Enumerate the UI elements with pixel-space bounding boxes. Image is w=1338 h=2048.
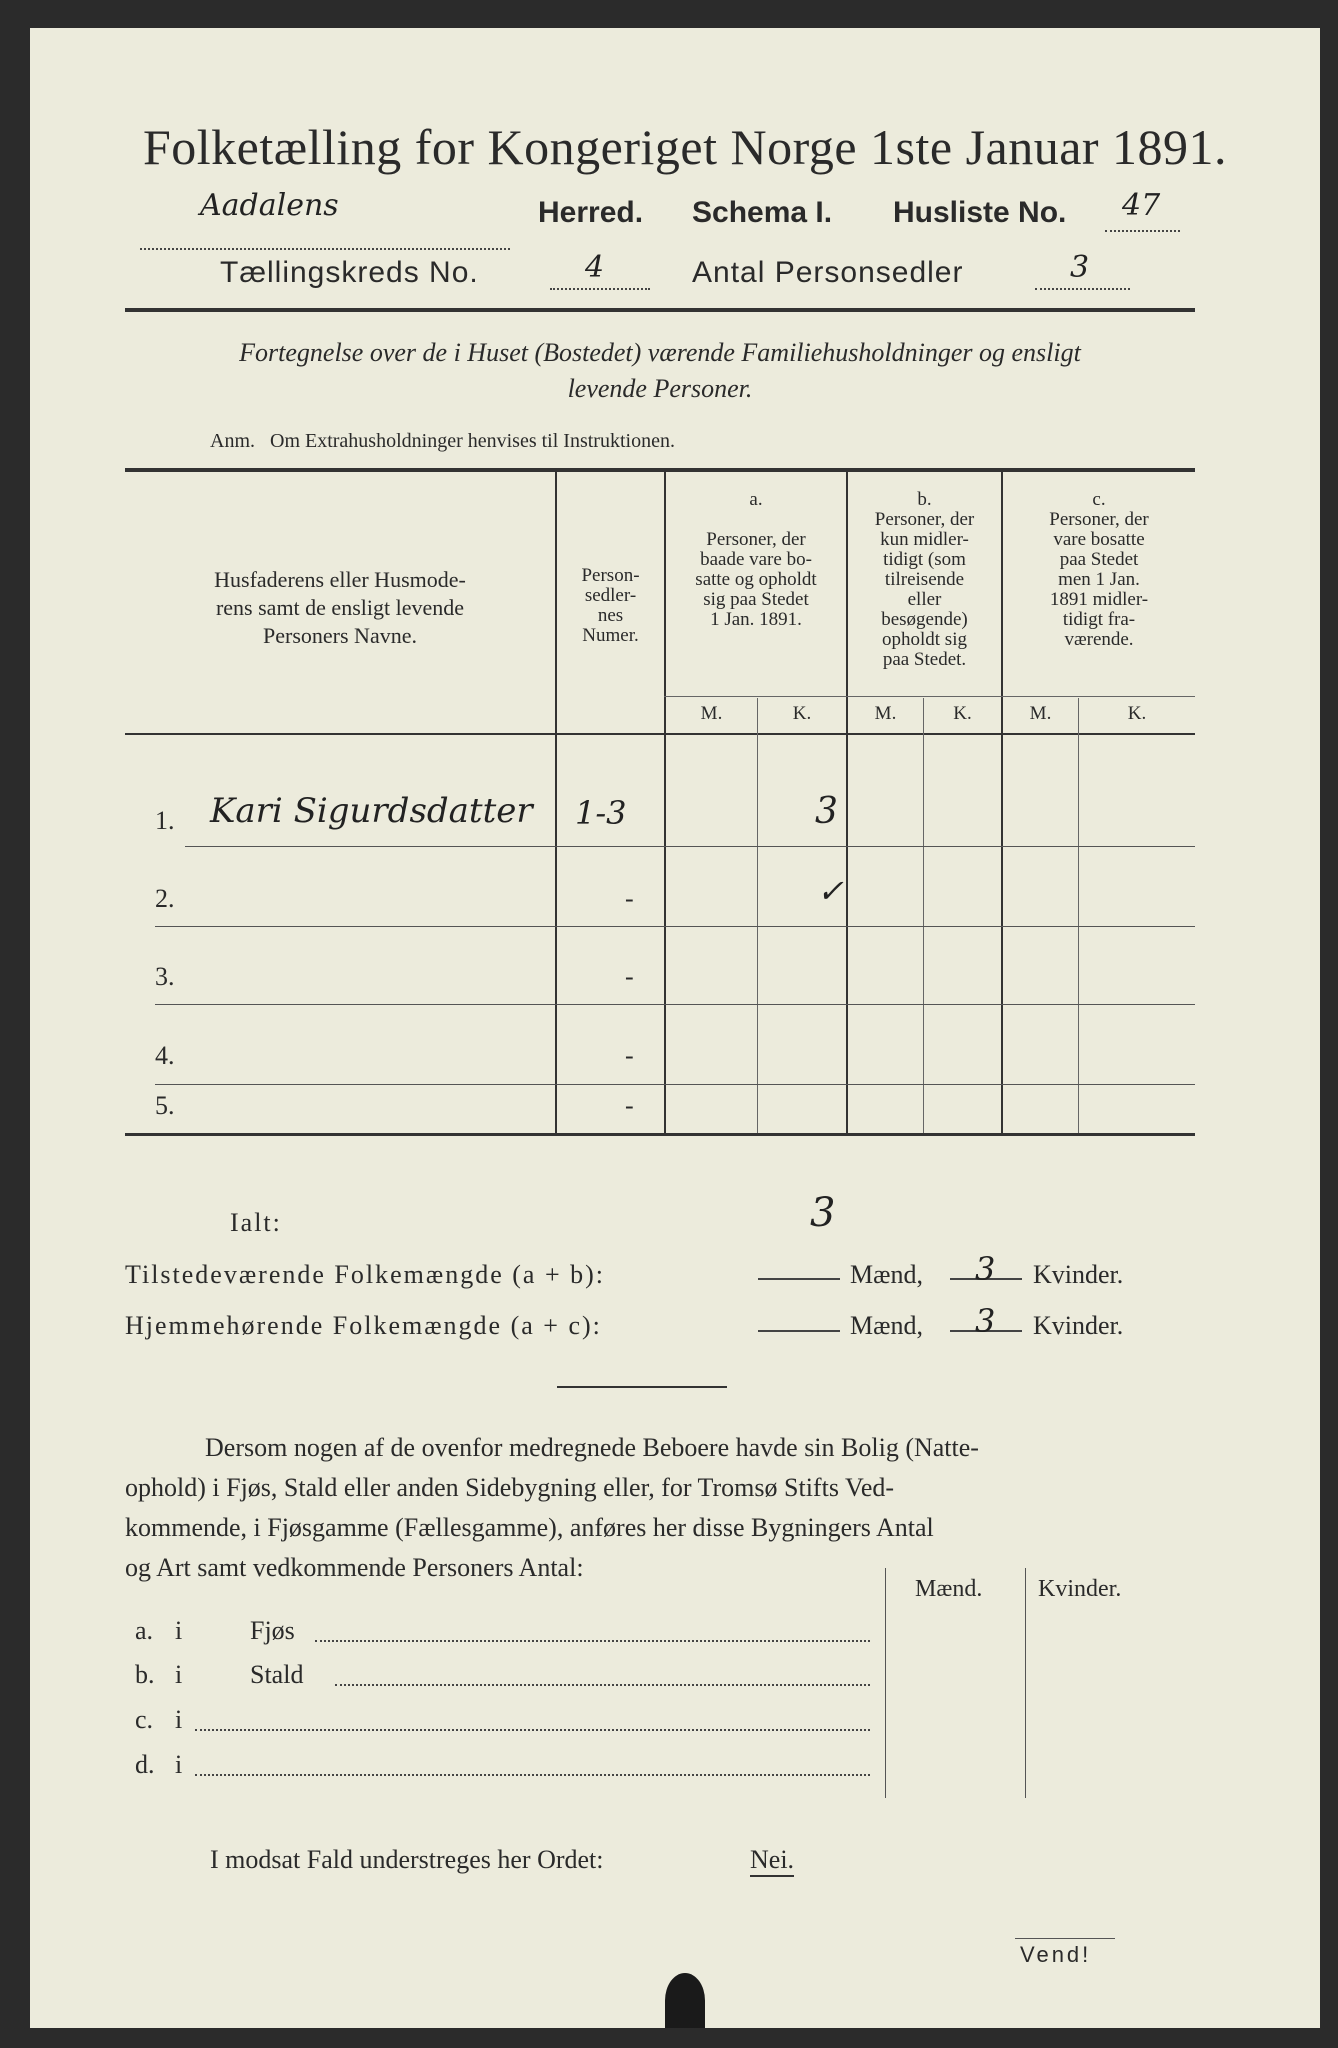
lower-col-maend: Mænd. [915, 1576, 983, 1602]
col-b-line: kun midler- [880, 529, 969, 550]
row-number: 2. [155, 884, 175, 913]
col-c-letter: c. [1092, 489, 1106, 510]
item-dots [335, 1682, 870, 1686]
col-a-header [666, 490, 846, 630]
mk-label: M. [700, 703, 723, 724]
mk-label: M. [874, 703, 897, 724]
col-name-line: Husfaderens eller Husmode- [214, 567, 466, 592]
row-number: 1. [155, 806, 175, 835]
col-num-line: nes [597, 605, 624, 626]
col-num-line: Person- [581, 565, 640, 586]
intro-line-2: levende Personer. [567, 374, 753, 403]
census-form-page [30, 28, 1320, 2028]
table-bottom-rule [125, 1133, 1195, 1136]
husliste-field [1105, 228, 1180, 232]
hjem-label: Hjemmehørende Folkemængde (a + c): [125, 1311, 602, 1340]
vend-rule [1015, 1938, 1115, 1939]
row-a-k: ✓ [817, 872, 844, 910]
para-line: kommende, i Fjøsgamme (Fællesgamme), anføres her disse Bygningers Antal [125, 1513, 934, 1542]
col-b-line: tilreisende [884, 569, 965, 590]
row-num: - [625, 1041, 634, 1070]
row-number: 4. [155, 1041, 175, 1070]
row-rule [185, 846, 1195, 847]
col-a-letter: a. [749, 489, 763, 510]
row-num: - [625, 884, 634, 913]
col-c-line: vare bosatte [1053, 529, 1145, 550]
intro-line-1: Fortegnelse over de i Huset (Bostedet) værende Familiehusholdninger og ensligt [239, 338, 1081, 367]
col-num-line: Numer. [582, 625, 639, 646]
table-body [125, 736, 1195, 1133]
herred-label: Herred. [538, 196, 644, 229]
col-b-header [848, 490, 1001, 670]
kreds-value: 4 [585, 250, 605, 285]
lower-col-divider [1025, 1568, 1026, 1798]
kreds-label: Tællingskreds No. [220, 256, 479, 289]
col-a-line: sig paa Stedet [703, 589, 809, 610]
col-b-line: eller [907, 589, 942, 610]
husliste-label: Husliste No. [893, 196, 1067, 229]
tilst-m-blank [758, 1278, 840, 1280]
item-label: Stald [250, 1660, 304, 1689]
item-letter: c. [135, 1705, 154, 1734]
col-num-header [558, 566, 663, 646]
row-num: - [625, 1091, 634, 1120]
vend-label: Vend! [1020, 1942, 1092, 1967]
col-a-line: Personer, der [706, 529, 806, 550]
modsat-label: I modsat Fald understreges her Ordet: [210, 1845, 604, 1874]
hjem-k-value: 3 [975, 1302, 996, 1340]
ialt-value: 3 [810, 1190, 836, 1236]
ialt-label: Ialt: [230, 1208, 282, 1237]
col-name-line: rens samt de ensligt levende [215, 595, 465, 620]
form-title: Folketælling for Kongeriget Norge 1ste Januar 1891. [142, 119, 1228, 175]
item-letter: d. [135, 1750, 155, 1779]
mk-label: K. [953, 703, 972, 724]
mk-rule [664, 696, 1195, 697]
col-b-line: besøgende) [881, 609, 968, 630]
lower-col-kvinder: Kvinder. [1038, 1576, 1122, 1602]
item-i: i [175, 1705, 183, 1734]
col-b-line: paa Stedet. [882, 649, 967, 670]
item-dots [315, 1638, 870, 1642]
item-letter: a. [135, 1616, 154, 1645]
col-a-line: satte og opholdt [695, 569, 817, 590]
col-c-line: paa Stedet [1059, 549, 1139, 570]
col-b-line: opholdt sig [882, 629, 967, 650]
para-line: og Art samt vedkommende Personers Antal: [125, 1553, 584, 1582]
col-a-line: baade vare bo- [700, 549, 812, 570]
schema-label: Schema I. [692, 196, 833, 229]
husliste-value: 47 [1122, 188, 1161, 223]
item-dots [195, 1727, 870, 1731]
anm-note: Anm. Om Extrahusholdninger henvises til Instruktionen. [210, 430, 675, 452]
tilst-maend: Mænd, [850, 1260, 923, 1289]
table-header-rule [125, 733, 1195, 735]
item-i: i [175, 1660, 183, 1689]
para-line: ophold) i Fjøs, Stald eller anden Sidebygning eller, for Tromsø Stifts Ved- [125, 1473, 895, 1502]
item-i: i [175, 1750, 183, 1779]
row-rule [155, 1084, 1195, 1085]
row-num: - [625, 962, 634, 991]
row-number: 5. [155, 1091, 175, 1120]
row-rule [155, 1004, 1195, 1005]
col-c-line: Personer, der [1049, 509, 1149, 530]
header-rule [125, 308, 1195, 312]
item-label: Fjøs [250, 1616, 295, 1645]
kreds-field [550, 286, 650, 290]
col-c-header [1003, 490, 1195, 650]
col-num-line: sedler- [584, 585, 637, 606]
col-c-line: men 1 Jan. [1058, 569, 1140, 590]
hjem-maend: Mænd, [850, 1311, 923, 1340]
col-name-line: Personers Navne. [263, 623, 417, 648]
table-top-rule [125, 468, 1195, 472]
row-num: 1-3 [575, 794, 627, 832]
col-c-line: 1891 midler- [1049, 589, 1149, 610]
col-name-header [135, 566, 545, 650]
modsat-word: Nei. [750, 1845, 794, 1877]
antal-value: 3 [1070, 250, 1090, 285]
torn-notch [665, 1973, 705, 2028]
item-dots [195, 1772, 870, 1776]
lower-col-divider [885, 1568, 886, 1798]
row-a-k: 3 [815, 791, 838, 832]
tilst-k-value: 3 [975, 1250, 996, 1288]
col-c-line: tidigt fra- [1062, 609, 1136, 630]
herred-value: Aadalens [200, 188, 339, 223]
item-letter: b. [135, 1660, 155, 1689]
item-i: i [175, 1616, 183, 1645]
mk-label: K. [1127, 703, 1147, 724]
tilst-label: Tilstedeværende Folkemængde (a + b): [125, 1260, 605, 1289]
tilst-kvinder: Kvinder. [1033, 1260, 1124, 1289]
row-name: Kari Sigurdsdatter [210, 791, 533, 831]
mk-label: K. [792, 703, 812, 724]
col-b-letter: b. [917, 489, 932, 510]
section-divider [557, 1386, 727, 1388]
col-a-line: 1 Jan. 1891. [710, 609, 802, 630]
col-c-line: værende. [1064, 629, 1134, 650]
row-rule [155, 926, 1195, 927]
hjem-m-blank [758, 1330, 840, 1332]
mk-label: M. [1029, 703, 1052, 724]
col-b-line: tidigt (som [883, 549, 966, 570]
lower-paragraph [125, 1428, 1195, 1588]
row-number: 3. [155, 962, 175, 991]
hjem-kvinder: Kvinder. [1033, 1311, 1124, 1340]
para-line: Dersom nogen af de ovenfor medregnede Beboere havde sin Bolig (Natte- [205, 1433, 979, 1462]
col-b-line: Personer, der [874, 509, 975, 530]
antal-field [1035, 286, 1130, 290]
antal-label: Antal Personsedler [692, 256, 964, 289]
